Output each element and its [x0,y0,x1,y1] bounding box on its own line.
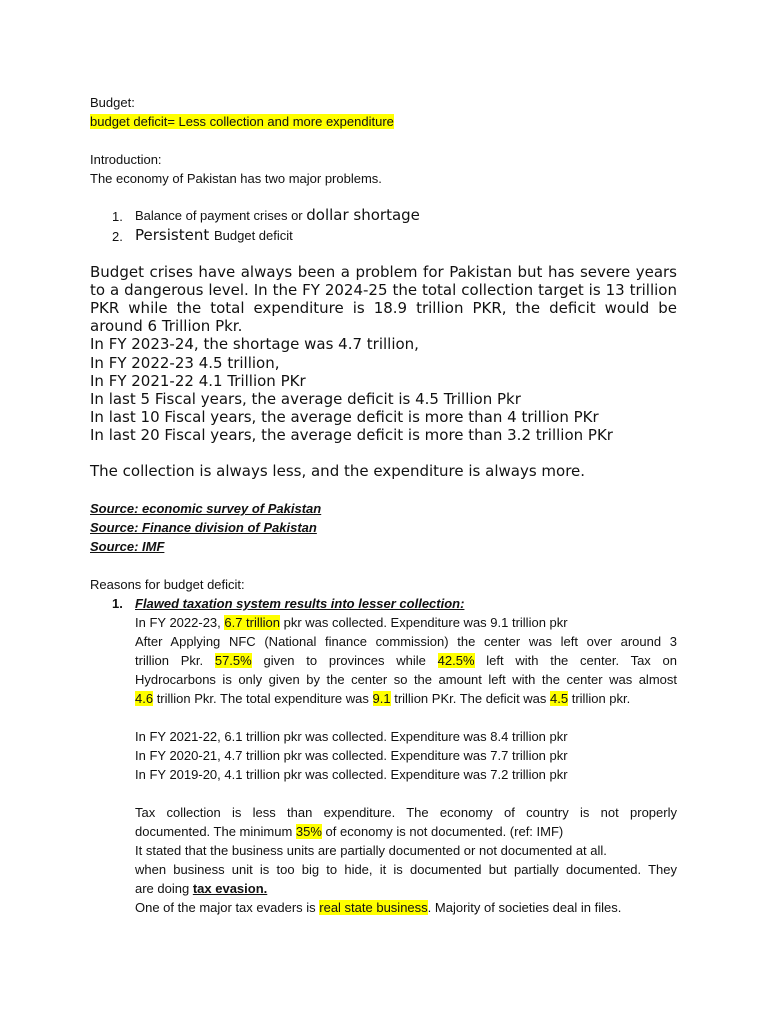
text-span: pkr was collected. Expenditure was 9.1 trillion pkr [280,615,568,630]
reason-line-1 [135,613,568,632]
text-span: of economy is not documented. (ref: IMF) [321,824,564,839]
tax-line-4: when business unit is too big to hide, it is documented but partially documented. They [135,862,677,877]
text-span: are doing [135,881,193,896]
fy-line-2: In FY 2020-21, 4.7 trillion pkr was collected. Expenditure was 7.7 trillion pkr [135,748,568,763]
para1-line-8: In last 5 Fiscal years, the average deficit is 4.5 Trillion Pkr [90,390,521,408]
reasons-label: Reasons for budget deficit: [90,577,245,592]
budget-definition-highlight: budget deficit= Less collection and more expenditure [90,114,394,129]
highlight-span: 4.6 [135,691,154,706]
text-span: documented. The minimum [135,824,296,839]
reason-line-3 [135,651,677,670]
tax-line-5 [135,879,267,898]
tax-evasion-text: tax evasion. [192,881,268,896]
tax-line-3: It stated that the business units are partially documented or not documented at all. [135,843,607,858]
highlight-span: 57.5% [214,653,252,668]
fy-line-3: In FY 2019-20, 4.1 trillion pkr was collected. Expenditure was 7.2 trillion pkr [135,767,568,782]
text-span: One of the major tax evaders is [135,900,320,915]
para1-line-10: In last 20 Fiscal years, the average deficit is more than 3.2 trillion PKr [90,426,613,444]
source-2: Source: Finance division of Pakistan [90,520,317,535]
budget-label: Budget: [90,95,135,110]
problem-text [135,226,293,245]
problem-text-a: Persistent [135,226,214,244]
highlight-span: 42.5% [437,653,475,668]
highlight-span: 4.5 [550,691,569,706]
highlight-span: 35% [295,824,322,839]
tax-line-1: Tax collection is less than expenditure. The economy of country is not properly [135,805,677,820]
text-span: trillion pkr. [568,691,631,706]
reason-title-text: Flawed taxation system results into lesser collection: [135,596,465,611]
highlight-span: real state business [319,900,428,915]
reason-line-5 [135,689,630,708]
tax-line-2 [135,822,563,841]
tax-line-6 [135,898,621,917]
problem-text-a: Balance of payment crises or [135,208,307,223]
problem-text-b: dollar shortage [306,206,420,224]
reason-line-2: After Applying NFC (National finance commission) the center was left over around 3 [135,634,677,649]
para1-line-6: In FY 2022-23 4.5 trillion, [90,354,280,372]
para1-line-1: Budget crises have always been a problem for Pakistan but has severe years [90,263,677,281]
problem-text-b: Budget deficit [213,228,293,243]
para1-line-7: In FY 2021-22 4.1 Trillion PKr [90,372,306,390]
text-span: In FY 2022-23, [135,615,225,630]
problem-number: 1. [112,209,123,224]
para1-line-3: PKR while the total expenditure is 18.9 trillion PKR, the deficit would be [90,299,677,317]
reason-title [135,594,464,613]
text-span: . Majority of societies deal in files. [427,900,622,915]
para2: The collection is always less, and the expenditure is always more. [90,462,586,480]
source-1: Source: economic survey of Pakistan [90,501,322,516]
text-span: trillion Pkr. [135,653,215,668]
source-3: Source: IMF [90,539,165,554]
intro-text: The economy of Pakistan has two major problems. [90,171,382,186]
para1-line-9: In last 10 Fiscal years, the average deficit is more than 4 trillion PKr [90,408,599,426]
reason-number: 1. [112,596,123,611]
reason-line-4: Hydrocarbons is only given by the center so the amount left with the center was almost [135,672,677,687]
text-span: given to provinces while [251,653,438,668]
text-span: left with the center. Tax on [474,653,677,668]
text-span: trillion Pkr. The total expenditure was [153,691,373,706]
para1-line-5: In FY 2023-24, the shortage was 4.7 trillion, [90,335,419,353]
text-span: trillion PKr. The deficit was [390,691,551,706]
fy-line-1: In FY 2021-22, 6.1 trillion pkr was collected. Expenditure was 8.4 trillion pkr [135,729,568,744]
problem-text [135,206,420,225]
problem-number: 2. [112,229,123,244]
para1-line-4: around 6 Trillion Pkr. [90,317,243,335]
highlight-span: 6.7 trillion [224,615,281,630]
budget-definition [90,112,394,131]
highlight-span: 9.1 [372,691,391,706]
intro-label: Introduction: [90,152,162,167]
para1-line-2: to a dangerous level. In the FY 2024-25 the total collection target is 13 trillion [90,281,677,299]
